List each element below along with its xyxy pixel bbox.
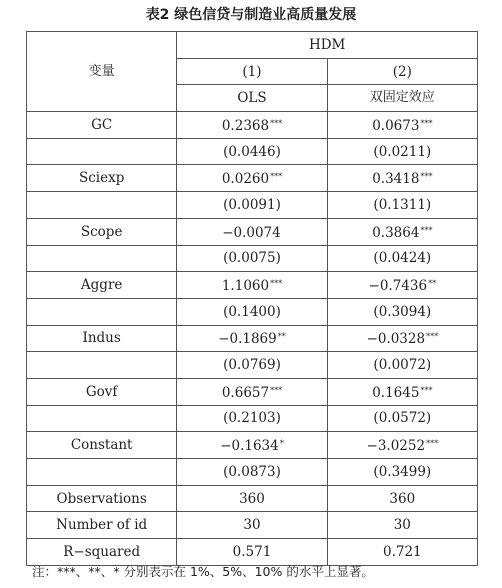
coefficient-col1-significance-stars: *** xyxy=(270,118,283,128)
standard-error-col2 xyxy=(327,352,477,379)
statistic-name xyxy=(27,512,177,539)
variable-header: 变量 xyxy=(27,32,177,112)
standard-error-col1 xyxy=(177,459,327,486)
coefficient-col1-significance-stars: * xyxy=(279,439,284,449)
coefficient-col1-value: 1.1060 xyxy=(221,278,270,295)
standard-error-col1-value: (0.0873) xyxy=(223,463,281,480)
standard-error-row xyxy=(27,352,478,379)
standard-error-row xyxy=(27,192,478,219)
coefficient-col2-significance-stars: *** xyxy=(426,439,439,449)
method-label-2: 双固定效应 xyxy=(327,85,477,112)
coefficient-col2 xyxy=(327,325,477,352)
variable-name-value: Sciexp xyxy=(78,170,125,187)
coefficient-col1 xyxy=(177,272,327,299)
statistic-col2 xyxy=(327,512,477,539)
coefficient-col1-significance-stars: *** xyxy=(270,172,283,182)
coefficient-col2-value: 0.3864 xyxy=(372,224,420,241)
coefficient-row xyxy=(27,432,478,459)
coefficient-col1-significance-stars: *** xyxy=(270,279,283,289)
standard-error-col2 xyxy=(327,405,477,432)
standard-error-col1-value: (0.0446) xyxy=(223,143,281,160)
coefficient-col2-value: 0.3418 xyxy=(372,171,420,188)
standard-error-col1 xyxy=(177,192,327,219)
standard-error-col1 xyxy=(177,405,327,432)
standard-error-col1 xyxy=(177,138,327,165)
standard-error-col1-value: (0.2103) xyxy=(223,410,281,427)
coefficient-col1 xyxy=(177,432,327,459)
coefficient-col1 xyxy=(177,112,327,139)
blank-cell xyxy=(27,405,177,432)
coefficient-row xyxy=(27,218,478,245)
column-number-2: (2) xyxy=(327,58,477,85)
variable-name-value: Scope xyxy=(80,223,123,240)
standard-error-col2-value: (0.3094) xyxy=(373,303,432,320)
blank-cell xyxy=(27,192,177,219)
coefficient-col1-significance-stars: ** xyxy=(277,332,286,342)
statistic-col2-value: 0.721 xyxy=(382,543,422,560)
standard-error-col1-value: (0.0769) xyxy=(223,357,281,374)
blank-cell xyxy=(27,298,177,325)
variable-name xyxy=(27,218,177,245)
coefficient-col2-significance-stars: *** xyxy=(420,225,433,235)
standard-error-col1-value: (0.0091) xyxy=(223,196,281,213)
statistic-col1-value: 30 xyxy=(243,517,261,534)
variable-name-value: Govf xyxy=(85,383,118,400)
variable-name xyxy=(27,165,177,192)
coefficient-col2-value: 0.0673 xyxy=(372,117,420,134)
standard-error-col2-value: (0.0072) xyxy=(373,357,432,374)
coefficient-col1-value: 0.0260 xyxy=(221,171,270,188)
coefficient-col1-value: −0.1634 xyxy=(220,438,279,455)
variable-name-value: Indus xyxy=(82,330,121,347)
coefficient-col2-value: −0.7436 xyxy=(368,278,428,295)
standard-error-col1 xyxy=(177,352,327,379)
variable-name xyxy=(27,432,177,459)
coefficient-col1 xyxy=(177,218,327,245)
statistic-row xyxy=(27,485,478,512)
coefficient-col2-significance-stars: *** xyxy=(420,385,433,395)
variable-name xyxy=(27,112,177,139)
method-label-1: OLS xyxy=(177,85,327,112)
standard-error-row xyxy=(27,245,478,272)
coefficient-col2 xyxy=(327,378,477,405)
coefficient-col2 xyxy=(327,432,477,459)
standard-error-row xyxy=(27,138,478,165)
coefficient-col1-value: −0.1869 xyxy=(218,331,277,348)
standard-error-col2-value: (0.0572) xyxy=(373,410,432,427)
coefficient-col2-significance-stars: ** xyxy=(428,279,437,289)
statistic-name-value: R−squared xyxy=(63,543,141,560)
statistic-name-value: Number of id xyxy=(56,517,148,534)
coefficient-col2-significance-stars: *** xyxy=(426,332,439,342)
variable-name-value: Aggre xyxy=(80,277,123,294)
standard-error-col1 xyxy=(177,245,327,272)
coefficient-col2-value: −0.0328 xyxy=(366,331,426,348)
statistic-col1-value: 0.571 xyxy=(232,543,272,560)
statistic-col2-value: 360 xyxy=(389,490,416,507)
table-note: 注：***、**、* 分别表示在 1%、5%、10% 的水平上显著。 xyxy=(32,564,374,579)
blank-cell xyxy=(27,138,177,165)
table-caption: 表2 绿色信贷与制造业高质量发展 xyxy=(145,7,357,23)
coefficient-row xyxy=(27,378,478,405)
standard-error-col2 xyxy=(327,298,477,325)
standard-error-col2 xyxy=(327,245,477,272)
variable-name xyxy=(27,272,177,299)
statistic-col2-value: 30 xyxy=(393,517,411,534)
blank-cell xyxy=(27,459,177,486)
coefficient-col1 xyxy=(177,378,327,405)
coefficient-col2 xyxy=(327,165,477,192)
standard-error-row xyxy=(27,459,478,486)
coefficient-col2 xyxy=(327,272,477,299)
standard-error-row xyxy=(27,298,478,325)
standard-error-col2 xyxy=(327,192,477,219)
header-row-dependent xyxy=(27,32,478,59)
variable-name xyxy=(27,325,177,352)
coefficient-col1-significance-stars: *** xyxy=(270,385,283,395)
standard-error-col2-value: (0.3499) xyxy=(373,463,432,480)
coefficient-col2-value: −3.0252 xyxy=(366,438,426,455)
coefficient-col2-significance-stars: *** xyxy=(420,172,433,182)
statistic-name xyxy=(27,485,177,512)
coefficient-row xyxy=(27,165,478,192)
statistic-col1 xyxy=(177,485,327,512)
regression-table xyxy=(26,31,478,566)
dependent-variable-header: HDM xyxy=(177,32,478,59)
coefficient-row xyxy=(27,272,478,299)
statistic-row xyxy=(27,512,478,539)
blank-cell xyxy=(27,352,177,379)
coefficient-row xyxy=(27,325,478,352)
standard-error-col2-value: (0.0424) xyxy=(373,250,432,267)
statistic-col2 xyxy=(327,485,477,512)
variable-name-value: GC xyxy=(91,116,113,133)
coefficient-col1-value: 0.6657 xyxy=(221,384,270,401)
standard-error-col1-value: (0.0075) xyxy=(223,250,281,267)
coefficient-col1 xyxy=(177,165,327,192)
coefficient-col1-value: 0.2368 xyxy=(221,117,270,134)
standard-error-col1-value: (0.1400) xyxy=(223,303,281,320)
coefficient-col1 xyxy=(177,325,327,352)
standard-error-col2-value: (0.1311) xyxy=(373,196,432,213)
statistic-col1 xyxy=(177,512,327,539)
variable-name xyxy=(27,378,177,405)
column-number-1: (1) xyxy=(177,58,327,85)
coefficient-row xyxy=(27,112,478,139)
coefficient-col2 xyxy=(327,112,477,139)
standard-error-col2-value: (0.0211) xyxy=(373,143,432,160)
standard-error-row xyxy=(27,405,478,432)
standard-error-col2 xyxy=(327,138,477,165)
coefficient-col2 xyxy=(327,218,477,245)
standard-error-col1 xyxy=(177,298,327,325)
statistic-col1-value: 360 xyxy=(239,490,265,507)
blank-cell xyxy=(27,245,177,272)
coefficient-col1-value: −0.0074 xyxy=(222,224,281,241)
variable-name-value: Constant xyxy=(70,437,133,454)
coefficient-col2-significance-stars: *** xyxy=(420,118,433,128)
statistic-name-value: Observations xyxy=(56,490,147,507)
coefficient-col2-value: 0.1645 xyxy=(372,384,420,401)
standard-error-col2 xyxy=(327,459,477,486)
